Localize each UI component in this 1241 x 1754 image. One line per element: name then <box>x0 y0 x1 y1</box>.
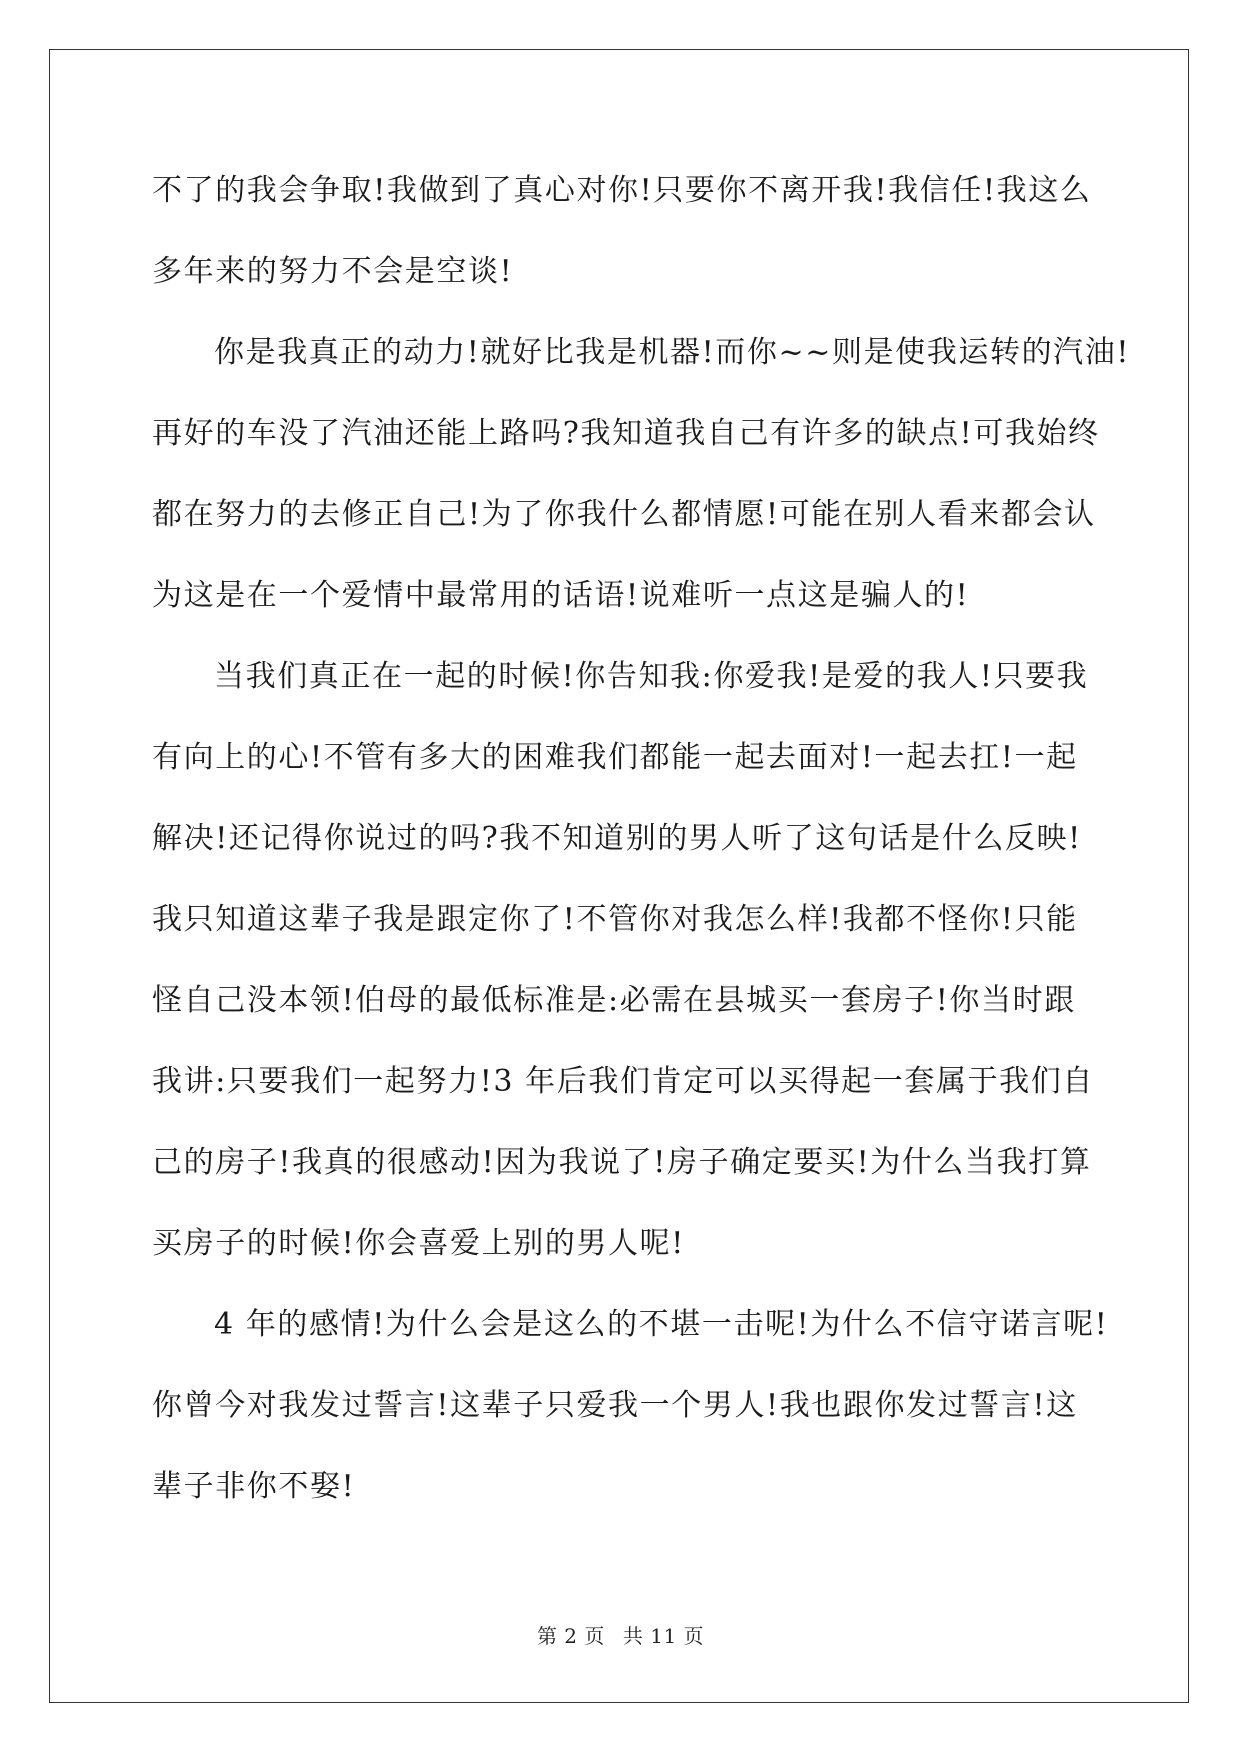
document-body <box>152 158 1131 1535</box>
text-line: 怪自己没本领!伯母的最低标准是:必需在县城买一套房子!你当时跟 <box>152 983 1076 1018</box>
text-line: 有向上的心!不管有多大的困难我们都能一起去面对!一起去扛!一起 <box>152 740 1078 775</box>
text-line: 我只知道这辈子我是跟定你了!不管你对我怎么样!我都不怪你!只能 <box>152 902 1078 937</box>
text-line: 当我们真正在一起的时候!你告知我:你爱我!是爱的我人!只要我 <box>214 659 1089 694</box>
page-total: 共 11 页 <box>622 1624 705 1648</box>
text-line: 多年来的努力不会是空谈! <box>152 254 514 289</box>
text-line: 你曾今对我发过誓言!这辈子只爱我一个男人!我也跟你发过誓言!这 <box>152 1388 1078 1423</box>
page-footer <box>0 1620 1241 1649</box>
text-line: 不了的我会争取!我做到了真心对你!只要你不离开我!我信任!我这么 <box>152 173 1092 208</box>
text-line: 你是我真正的动力!就好比我是机器!而你~~则是使我运转的汽油! <box>214 335 1131 370</box>
text-line: 解决!还记得你说过的吗?我不知道别的男人听了这句话是什么反映! <box>152 821 1082 856</box>
text-line: 都在努力的去修正自己!为了你我什么都情愿!可能在别人看来都会认 <box>152 497 1096 532</box>
text-line: 买房子的时候!你会喜爱上别的男人呢! <box>152 1226 685 1261</box>
text-line: 4 年的感情!为什么会是这么的不堪一击呢!为什么不信守诺言呢! <box>214 1307 1109 1342</box>
page-number: 第 2 页 <box>536 1624 605 1648</box>
text-line: 再好的车没了汽油还能上路吗?我知道我自己有许多的缺点!可我始终 <box>152 416 1100 451</box>
text-line: 为这是在一个爱情中最常用的话语!说难听一点这是骗人的! <box>152 578 970 613</box>
text-line: 辈子非你不娶! <box>152 1469 356 1504</box>
text-line: 己的房子!我真的很感动!因为我说了!房子确定要买!为什么当我打算 <box>152 1145 1092 1180</box>
text-line: 我讲:只要我们一起努力!3 年后我们肯定可以买得起一套属于我们自 <box>152 1064 1094 1099</box>
